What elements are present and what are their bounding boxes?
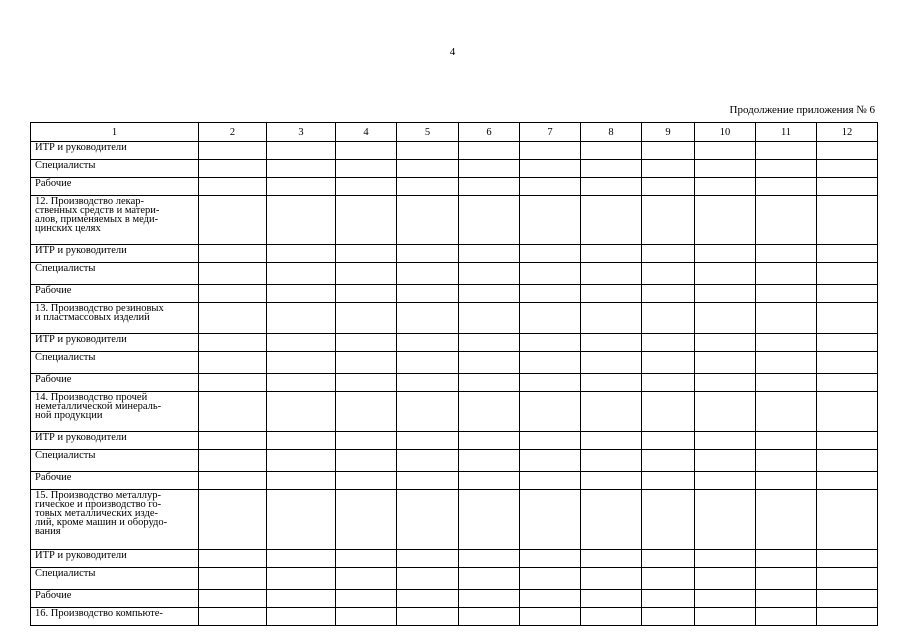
table-cell: [817, 590, 878, 608]
table-cell: [581, 590, 642, 608]
table-cell: [459, 352, 520, 374]
table-cell: [581, 142, 642, 160]
table-cell: [695, 178, 756, 196]
table-cell: [520, 608, 581, 626]
table-cell: [817, 285, 878, 303]
table-cell: [520, 285, 581, 303]
column-header: 11: [756, 123, 817, 142]
table-cell: [642, 178, 695, 196]
table-cell: [642, 263, 695, 285]
table-cell: [642, 568, 695, 590]
table-cell: [642, 245, 695, 263]
table-cell: [581, 374, 642, 392]
table-cell: [642, 590, 695, 608]
table-cell: [817, 472, 878, 490]
row-label: Рабочие: [31, 590, 199, 608]
table-cell: [459, 608, 520, 626]
table-header: [31, 123, 878, 142]
table-cell: [397, 590, 459, 608]
table-cell: [581, 450, 642, 472]
table-cell: [817, 550, 878, 568]
table-cell: [397, 303, 459, 334]
table-cell: [397, 142, 459, 160]
row-label: Рабочие: [31, 472, 199, 490]
table-cell: [581, 285, 642, 303]
table-cell: [756, 245, 817, 263]
table-cell: [695, 550, 756, 568]
table-cell: [756, 196, 817, 245]
table-cell: [199, 490, 267, 550]
table-cell: [756, 263, 817, 285]
row-label: 15. Производство металлур- гическое и производство го- товых металлических изде- лий, кроме машин и оборудо- вания: [31, 490, 199, 550]
table-cell: [199, 432, 267, 450]
table-cell: [459, 568, 520, 590]
table-cell: [267, 374, 336, 392]
table-row: [31, 450, 878, 472]
table-cell: [642, 334, 695, 352]
table-cell: [199, 178, 267, 196]
table-cell: [756, 608, 817, 626]
table-cell: [267, 432, 336, 450]
row-label: 12. Производство лекар- ственных средств и матери- алов, применяемых в меди- цинских целях: [31, 196, 199, 245]
table-cell: [581, 352, 642, 374]
table-cell: [756, 392, 817, 432]
table-cell: [695, 590, 756, 608]
table-cell: [817, 432, 878, 450]
table-cell: [695, 352, 756, 374]
table-cell: [267, 160, 336, 178]
table-cell: [336, 160, 397, 178]
data-table: [30, 122, 878, 626]
table-cell: [336, 196, 397, 245]
table-cell: [336, 142, 397, 160]
table-cell: [199, 450, 267, 472]
table-cell: [397, 285, 459, 303]
table-cell: [581, 432, 642, 450]
table-cell: [459, 245, 520, 263]
table-cell: [397, 352, 459, 374]
table-row: [31, 160, 878, 178]
table-cell: [199, 472, 267, 490]
table-cell: [459, 550, 520, 568]
table-cell: [817, 160, 878, 178]
table-cell: [397, 472, 459, 490]
table-cell: [267, 245, 336, 263]
table-cell: [756, 160, 817, 178]
table-cell: [756, 142, 817, 160]
column-header: 10: [695, 123, 756, 142]
table-row: [31, 352, 878, 374]
table-cell: [520, 263, 581, 285]
table-cell: [336, 432, 397, 450]
table-cell: [397, 245, 459, 263]
table-cell: [459, 263, 520, 285]
table-cell: [756, 590, 817, 608]
table-cell: [267, 334, 336, 352]
table-cell: [756, 550, 817, 568]
table-cell: [267, 196, 336, 245]
table-cell: [397, 450, 459, 472]
table-cell: [397, 490, 459, 550]
table-cell: [267, 142, 336, 160]
table-cell: [520, 196, 581, 245]
table-cell: [520, 160, 581, 178]
table-cell: [642, 374, 695, 392]
table-cell: [267, 608, 336, 626]
table-cell: [695, 450, 756, 472]
row-label: ИТР и руководители: [31, 432, 199, 450]
table-cell: [520, 490, 581, 550]
table-cell: [199, 142, 267, 160]
column-header: 5: [397, 123, 459, 142]
table-row: [31, 178, 878, 196]
table-cell: [199, 285, 267, 303]
table-cell: [642, 450, 695, 472]
table-row: [31, 196, 878, 245]
table-cell: [336, 285, 397, 303]
row-label: ИТР и руководители: [31, 550, 199, 568]
table-cell: [581, 392, 642, 432]
table-row: [31, 285, 878, 303]
column-header: 3: [267, 123, 336, 142]
table-cell: [520, 392, 581, 432]
table-cell: [397, 392, 459, 432]
table-cell: [520, 245, 581, 263]
table-cell: [199, 334, 267, 352]
table-row: [31, 303, 878, 334]
table-cell: [336, 245, 397, 263]
table-cell: [199, 303, 267, 334]
table-cell: [756, 490, 817, 550]
table-cell: [459, 374, 520, 392]
table-cell: [397, 432, 459, 450]
table-cell: [459, 285, 520, 303]
table-cell: [756, 432, 817, 450]
table-cell: [642, 472, 695, 490]
table-cell: [267, 303, 336, 334]
table-cell: [581, 160, 642, 178]
table-cell: [459, 142, 520, 160]
column-header: 4: [336, 123, 397, 142]
table-cell: [642, 142, 695, 160]
table-row: [31, 472, 878, 490]
column-header: 1: [31, 123, 199, 142]
table-cell: [756, 568, 817, 590]
table-cell: [397, 334, 459, 352]
table-cell: [336, 178, 397, 196]
row-label: ИТР и руководители: [31, 245, 199, 263]
table-cell: [581, 550, 642, 568]
table-cell: [695, 490, 756, 550]
table-cell: [267, 392, 336, 432]
table-cell: [459, 472, 520, 490]
table-cell: [267, 450, 336, 472]
table-cell: [695, 245, 756, 263]
table-cell: [642, 196, 695, 245]
table-cell: [336, 590, 397, 608]
table-cell: [199, 263, 267, 285]
table-cell: [817, 490, 878, 550]
table-cell: [581, 245, 642, 263]
table-body: [31, 142, 878, 626]
table-cell: [199, 160, 267, 178]
table-row: [31, 245, 878, 263]
table-cell: [397, 608, 459, 626]
table-cell: [267, 550, 336, 568]
table-cell: [459, 392, 520, 432]
column-header: 2: [199, 123, 267, 142]
table-cell: [520, 550, 581, 568]
table-cell: [397, 374, 459, 392]
table-cell: [397, 568, 459, 590]
table-cell: [581, 196, 642, 245]
table-cell: [817, 245, 878, 263]
table-cell: [336, 303, 397, 334]
table-cell: [459, 303, 520, 334]
row-label: Рабочие: [31, 285, 199, 303]
table-cell: [581, 490, 642, 550]
row-label: Специалисты: [31, 160, 199, 178]
table-cell: [267, 568, 336, 590]
table-cell: [642, 550, 695, 568]
table-cell: [817, 392, 878, 432]
table-cell: [267, 285, 336, 303]
table-row: [31, 568, 878, 590]
column-header: 7: [520, 123, 581, 142]
table-cell: [695, 160, 756, 178]
table-cell: [642, 432, 695, 450]
table-cell: [520, 590, 581, 608]
table-cell: [756, 303, 817, 334]
table-cell: [642, 160, 695, 178]
table-cell: [336, 334, 397, 352]
table-cell: [520, 472, 581, 490]
table-cell: [642, 392, 695, 432]
table-cell: [581, 178, 642, 196]
row-label: ИТР и руководители: [31, 334, 199, 352]
row-label: Рабочие: [31, 178, 199, 196]
header-row: [31, 123, 878, 142]
table-cell: [581, 303, 642, 334]
table-cell: [581, 608, 642, 626]
table-cell: [520, 178, 581, 196]
row-label: ИТР и руководители: [31, 142, 199, 160]
row-label: Специалисты: [31, 568, 199, 590]
table-cell: [756, 334, 817, 352]
table-cell: [817, 568, 878, 590]
table-cell: [695, 472, 756, 490]
table-cell: [642, 303, 695, 334]
table-cell: [199, 245, 267, 263]
table-cell: [267, 178, 336, 196]
table-cell: [756, 178, 817, 196]
row-label: Рабочие: [31, 374, 199, 392]
table-row: [31, 608, 878, 626]
row-label: Специалисты: [31, 352, 199, 374]
continuation-heading: Продолжение приложения № 6: [729, 104, 875, 116]
table-cell: [695, 196, 756, 245]
table-cell: [817, 178, 878, 196]
table-cell: [199, 374, 267, 392]
table-cell: [520, 568, 581, 590]
table-cell: [336, 608, 397, 626]
page-number: 4: [449, 46, 456, 58]
table-cell: [520, 142, 581, 160]
column-header: 8: [581, 123, 642, 142]
table-cell: [817, 608, 878, 626]
table-cell: [581, 263, 642, 285]
table-cell: [520, 432, 581, 450]
table-cell: [397, 178, 459, 196]
table-cell: [267, 263, 336, 285]
table-cell: [336, 392, 397, 432]
table-cell: [756, 352, 817, 374]
table-cell: [817, 450, 878, 472]
table-cell: [756, 450, 817, 472]
column-header: 9: [642, 123, 695, 142]
table-cell: [817, 374, 878, 392]
table-cell: [397, 550, 459, 568]
table-cell: [756, 285, 817, 303]
table-cell: [817, 303, 878, 334]
table-cell: [695, 285, 756, 303]
table-cell: [267, 472, 336, 490]
table-cell: [817, 263, 878, 285]
table-cell: [520, 352, 581, 374]
table-cell: [459, 160, 520, 178]
table-row: [31, 490, 878, 550]
table-cell: [267, 352, 336, 374]
table-cell: [199, 568, 267, 590]
row-label: 13. Производство резиновых и пластмассовых изделий: [31, 303, 199, 334]
table-row: [31, 142, 878, 160]
table-cell: [756, 472, 817, 490]
table-cell: [459, 450, 520, 472]
table-cell: [459, 490, 520, 550]
table-cell: [695, 608, 756, 626]
table-row: [31, 432, 878, 450]
table-cell: [267, 590, 336, 608]
table-cell: [642, 608, 695, 626]
table-row: [31, 334, 878, 352]
table-cell: [459, 432, 520, 450]
table-cell: [336, 263, 397, 285]
table-cell: [581, 334, 642, 352]
table-cell: [336, 568, 397, 590]
table-cell: [581, 568, 642, 590]
table-cell: [581, 472, 642, 490]
table-cell: [817, 352, 878, 374]
table-row: [31, 392, 878, 432]
table-cell: [642, 352, 695, 374]
table-cell: [199, 608, 267, 626]
table-cell: [336, 450, 397, 472]
table-cell: [336, 352, 397, 374]
table-cell: [397, 160, 459, 178]
table-cell: [695, 432, 756, 450]
table-cell: [397, 196, 459, 245]
table-cell: [199, 196, 267, 245]
table-cell: [520, 303, 581, 334]
table-cell: [817, 196, 878, 245]
table-cell: [520, 450, 581, 472]
column-header: 6: [459, 123, 520, 142]
table-row: [31, 590, 878, 608]
table-cell: [459, 590, 520, 608]
table-cell: [695, 374, 756, 392]
table-cell: [459, 178, 520, 196]
table-cell: [642, 285, 695, 303]
table-cell: [397, 263, 459, 285]
table-cell: [695, 142, 756, 160]
table-row: [31, 374, 878, 392]
table-cell: [817, 334, 878, 352]
table-cell: [336, 472, 397, 490]
table-cell: [199, 392, 267, 432]
table-cell: [695, 568, 756, 590]
table-cell: [199, 550, 267, 568]
row-label: Специалисты: [31, 263, 199, 285]
table-cell: [199, 352, 267, 374]
table-cell: [199, 590, 267, 608]
table-cell: [520, 374, 581, 392]
table-cell: [459, 334, 520, 352]
table-cell: [267, 490, 336, 550]
table-cell: [520, 334, 581, 352]
row-label: 14. Производство прочей неметаллической минераль- ной продукции: [31, 392, 199, 432]
table-cell: [695, 334, 756, 352]
table-cell: [695, 392, 756, 432]
table-cell: [336, 374, 397, 392]
table-cell: [336, 490, 397, 550]
column-header: 12: [817, 123, 878, 142]
table-cell: [459, 196, 520, 245]
row-label: 16. Производство компьюте-: [31, 608, 199, 626]
table-cell: [817, 142, 878, 160]
table-cell: [642, 490, 695, 550]
table-row: [31, 263, 878, 285]
table-cell: [695, 263, 756, 285]
row-label: Специалисты: [31, 450, 199, 472]
table-cell: [756, 374, 817, 392]
table-row: [31, 550, 878, 568]
table-cell: [336, 550, 397, 568]
table-cell: [695, 303, 756, 334]
